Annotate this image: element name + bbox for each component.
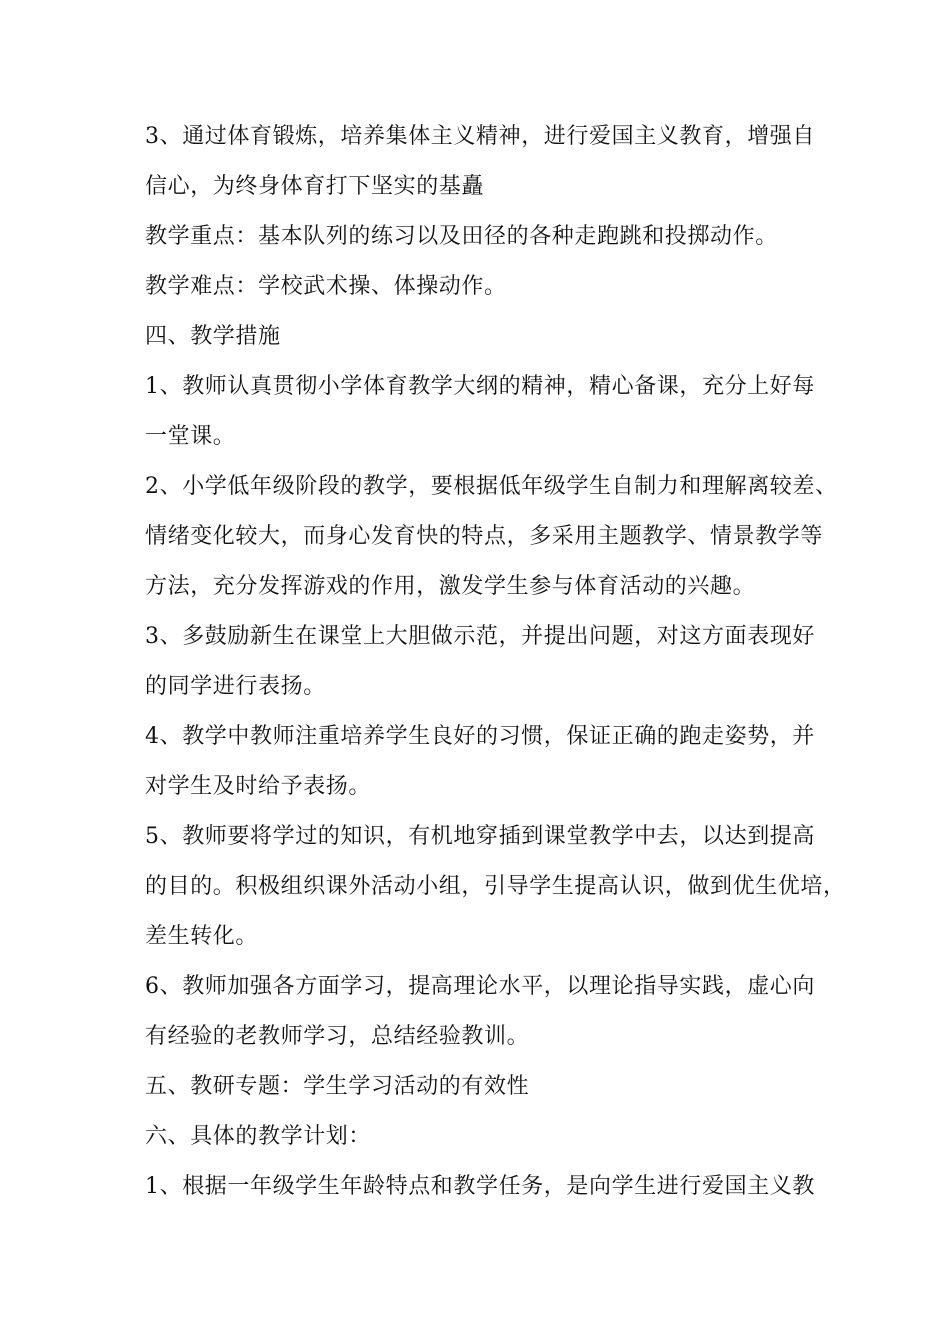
paragraph-line: 信心，为终身体育打下坚实的基矗 [145, 174, 485, 199]
paragraph-line: 3、多鼓励新生在课堂上大胆做示范，并提出问题，对这方面表现好 [145, 624, 815, 649]
paragraph-line: 6、教师加强各方面学习，提高理论水平，以理论指导实践，虚心向 [145, 974, 815, 999]
section-heading: 五、教研专题：学生学习活动的有效性 [145, 1074, 530, 1099]
section-heading: 四、教学措施 [145, 324, 281, 349]
paragraph-line: 教学重点：基本队列的练习以及田径的各种走跑跳和投掷动作。 [145, 224, 778, 249]
paragraph-line: 1、根据一年级学生年龄特点和教学任务，是向学生进行爱国主义教 [145, 1174, 815, 1199]
paragraph-line: 的同学进行表扬。 [145, 674, 326, 699]
paragraph-line: 差生转化。 [145, 924, 259, 949]
paragraph-line: 的目的。积极组织课外活动小组，引导学生提高认识，做到优生优培， [145, 874, 846, 899]
paragraph-line: 有经验的老教师学习，总结经验教训。 [145, 1024, 530, 1049]
paragraph-line: 方法，充分发挥游戏的作用，激发学生参与体育活动的兴趣。 [145, 574, 756, 599]
paragraph-line: 对学生及时给予表扬。 [145, 774, 372, 799]
paragraph-line: 1、教师认真贯彻小学体育教学大纲的精神，精心备课，充分上好每 [145, 374, 815, 399]
section-heading: 六、具体的教学计划： [145, 1124, 372, 1149]
paragraph-line: 3、通过体育锻炼，培养集体主义精神，进行爱国主义教育，增强自 [145, 124, 815, 149]
paragraph-line: 情绪变化较大，而身心发育快的特点，多采用主题教学、情景教学等 [145, 524, 824, 549]
paragraph-line: 教学难点：学校武术操、体操动作。 [145, 274, 507, 299]
paragraph-line: 一堂课。 [145, 424, 236, 449]
paragraph-line: 4、教学中教师注重培养学生良好的习惯，保证正确的跑走姿势，并 [145, 724, 815, 749]
paragraph-line: 2、小学低年级阶段的教学，要根据低年级学生自制力和理解离较差、 [145, 474, 838, 499]
paragraph-line: 5、教师要将学过的知识，有机地穿插到课堂教学中去，以达到提高 [145, 824, 815, 849]
